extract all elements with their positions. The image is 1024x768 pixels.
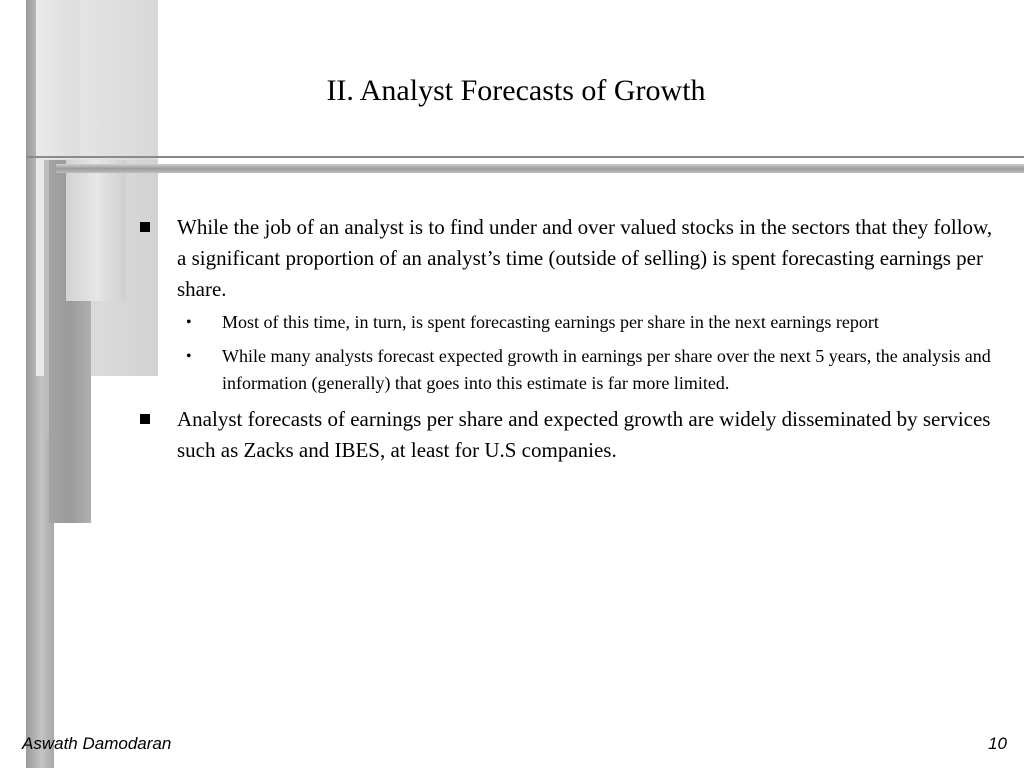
footer-author: Aswath Damodaran: [22, 734, 172, 753]
bullet-item: [136, 212, 996, 305]
dot-bullet-icon: •: [186, 348, 192, 365]
square-bullet-icon: [140, 414, 150, 424]
sub-bullet-item: [136, 343, 996, 397]
title-divider: [26, 156, 1024, 158]
bullet-text: Analyst forecasts of earnings per share and expected growth are widely disseminated by services such as Zacks and IBES, at least for U.S companies.: [177, 407, 991, 462]
decor-bar: [66, 160, 126, 301]
dot-bullet-icon: •: [186, 314, 192, 331]
sub-bullet-item: [136, 309, 996, 336]
title-underline-bar: [56, 164, 1024, 173]
slide-content: [136, 212, 996, 470]
bullet-item: [136, 404, 996, 466]
page-number: 10: [988, 734, 1007, 753]
bullet-text: While the job of an analyst is to find under and over valued stocks in the sectors that they follow, a significant proportion of an analyst’s time (outside of selling) is spent forecasting earnings per share.: [177, 215, 993, 301]
sub-bullet-text: While many analysts forecast expected growth in earnings per share over the next 5 years, the analysis and information (generally) that goes into this estimate is far more limited.: [222, 346, 991, 393]
sub-bullet-text: Most of this time, in turn, is spent forecasting earnings per share in the next earnings report: [222, 312, 879, 332]
square-bullet-icon: [140, 222, 150, 232]
slide-title: II. Analyst Forecasts of Growth: [326, 74, 706, 107]
